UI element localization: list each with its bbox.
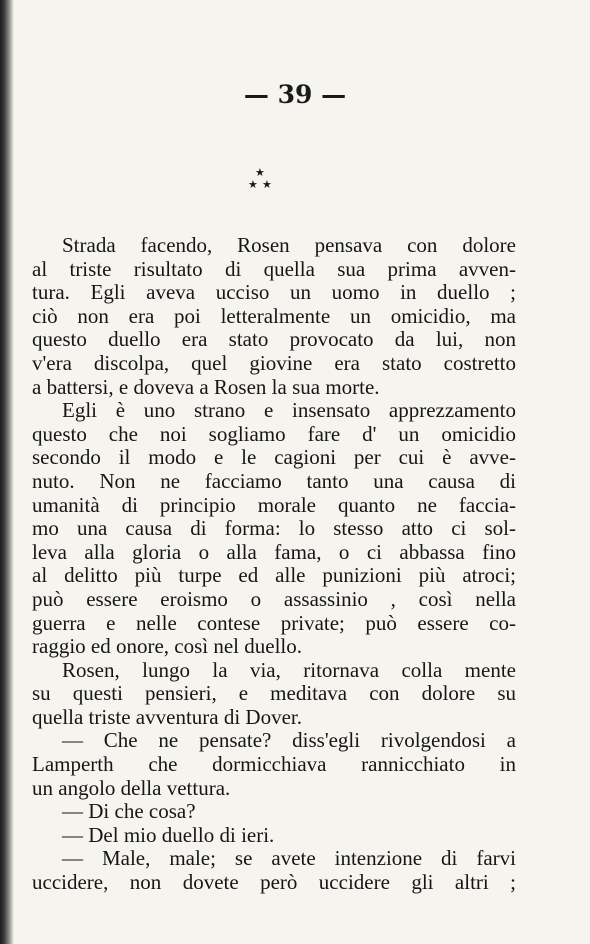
text-line: — Male, male; se avete intenzione di farvi: [62, 846, 516, 871]
text-line: uccidere, non dovete però uccidere gli altri ;: [32, 870, 516, 895]
text-line: quella triste avventura di Dover.: [32, 704, 302, 729]
text-line: — Che ne pensate? diss'egli rivolgendosi a: [62, 728, 516, 753]
asterism-star: ★: [262, 178, 272, 191]
text-line: tura. Egli aveva ucciso un uomo in duello ;: [32, 280, 516, 305]
text-line: al triste risultato di quella sua prima avven-: [32, 256, 516, 281]
text-line: un angolo della vettura.: [32, 775, 231, 800]
asterism-star: ★: [255, 166, 265, 179]
text-line: al delitto più turpe ed alle punizioni più atroci;: [32, 563, 516, 588]
text-line: — Del mio duello di ieri.: [62, 822, 275, 847]
text-line: guerra e nelle contese private; può essere co-: [32, 610, 516, 635]
text-line: può essere eroismo o assassinio , così nella: [32, 586, 516, 611]
asterism-star: ★: [248, 178, 258, 191]
section-asterism: [244, 167, 274, 197]
text-line: mo una causa di forma: lo stesso atto ci sol-: [32, 516, 516, 541]
page-gutter-shadow: [0, 0, 14, 944]
text-line: questo duello era stato provocato da lui, non: [32, 327, 516, 352]
text-line: ciò non era poi letteralmente un omicidio, ma: [32, 303, 516, 328]
text-line: a battersi, e doveva a Rosen la sua morte.: [32, 374, 380, 399]
text-line: umanità di principio morale quanto ne faccia-: [32, 492, 516, 517]
text-line: — Di che cosa?: [62, 799, 196, 824]
text-line: raggio ed onore, così nel duello.: [32, 634, 303, 659]
text-line: nuto. Non ne facciamo tanto una causa di: [32, 468, 516, 493]
text-line: Lamperth che dormicchiava rannicchiato in: [32, 752, 516, 777]
text-line: v'era discolpa, quel giovine era stato costretto: [32, 350, 516, 375]
page-number: — 39 —: [243, 80, 347, 109]
text-line: su questi pensieri, e meditava con dolore su: [32, 681, 516, 706]
text-line: Egli è uno strano e insensato apprezzamento: [62, 398, 516, 423]
text-line: leva alla gloria o alla fama, o ci abbassa fino: [32, 539, 516, 564]
text-line: Rosen, lungo la via, ritornava colla mente: [62, 657, 516, 682]
text-line: secondo il modo e le cagioni per cui è avve-: [32, 445, 516, 470]
body-text: [32, 234, 516, 895]
text-line: questo che noi sogliamo fare d' un omicidio: [32, 421, 516, 446]
text-line: Strada facendo, Rosen pensava con dolore: [62, 233, 516, 257]
